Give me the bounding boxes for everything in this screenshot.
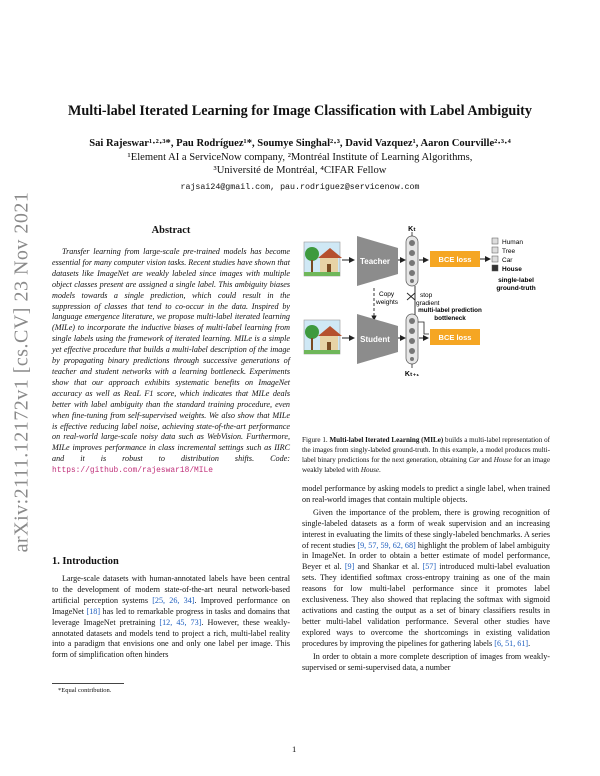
right-paragraph-3: In order to obtain a more complete description of images from weakly-supervised or semi-supervised data, a number — [302, 651, 550, 672]
caption-text: . — [379, 466, 381, 474]
label-house: House — [502, 266, 522, 273]
abstract-text: Transfer learning from large-scale pre-trained models has become essential for many computer vision tasks. Recent studies have shown that datasets like ImageNet are weakly labeled since images with multiple object classes present are assigned a single label. This ambiguity biases models towards a single prediction, which could result in the suppression of classes that tend to co-occur in the data. Inspired by language emergence literature, we propose multi-label iterated learning (MILe) to incorporate the inductive biases of multi-label learning from single labels using the framework of iterated learning. MILe is a simple yet effective procedure that builds a multi-label description of the image by propagating binary predictions through successive generations of teacher and student networks with a learning bottleneck. Experiments show that our approach exhibits systematic benefits on ImageNet accuracy as well as ReaL F1 score, which indicates that MILe deals better with label ambiguity than the standard training procedure, even when fine-tuning from self-supervised weights. We also show that MILe is effective reducing label noise, achieving state-of-the-art performance on real-world large-scale noisy data such as WebVision. Furthermore, MILe improves performance in class incremental settings such as IIRC and it is robust to distribution shifts. — [52, 247, 290, 464]
citation-link[interactable]: [25, 26, 34] — [152, 595, 195, 605]
caption-em: Car — [468, 456, 480, 464]
latent-vector-bottom — [406, 314, 418, 364]
code-label: Code: — [270, 454, 290, 464]
author-names: Sai Rajeswar¹·²·³*, Pau Rodríguez¹*, Soumye Singhal²·³, David Vazquez¹, Aaron Courville²·³·⁴ — [89, 138, 511, 149]
citation-link[interactable]: [57] — [422, 562, 437, 572]
copy-text: Copy — [379, 291, 395, 298]
intro-text: . Improved performance on ImageNet — [52, 595, 290, 616]
arxiv-identifier — [8, 192, 36, 552]
kt-label: Kₜ — [408, 226, 416, 233]
latent-vector-top — [406, 236, 418, 286]
citation-link[interactable]: [12, 45, 73] — [159, 617, 202, 627]
paper-title: Multi-label Iterated Learning for Image Classification with Label Ambiguity — [68, 103, 532, 119]
affiliations-line1: ¹Element AI a ServiceNow company, ²Montréal Institute of Learning Algorithms, — [127, 151, 473, 163]
kt1-label: Kₜ₊₁ — [404, 371, 420, 378]
teacher-label: Teacher — [359, 257, 391, 266]
body-text: and Shankar et al. — [354, 562, 423, 572]
caption-label: Figure 1. — [302, 436, 328, 444]
introduction-paragraph — [52, 574, 290, 661]
bce-loss-box-top — [430, 251, 480, 267]
label-car: Car — [502, 257, 513, 264]
figure-1-svg — [302, 222, 550, 434]
bce-loss-label: BCE loss — [438, 255, 472, 264]
ground-truth-text: ground-truth — [496, 285, 536, 292]
citation-link[interactable]: [18] — [86, 606, 101, 616]
house-image-bottom — [304, 320, 342, 354]
author-emails: rajsai24@gmail.com, pau.rodriguez@servicenow.com — [180, 183, 420, 192]
intro-text: has led to remarkable progress in tasks and domains that leverage ImageNet pretraining — [52, 606, 290, 627]
intro-text: . However, these weakly-annotated datasets and models tend to project a rich, multi-label reality into a paradigm that envisions one and only one label per image. This form of simplification often hinders — [52, 617, 290, 660]
affiliations-line2: ³Université de Montréal, ⁴CIFAR Fellow — [213, 165, 387, 176]
code-link[interactable]: https://github.com/rajeswar18/MILe — [52, 466, 213, 476]
student-network — [357, 314, 398, 364]
caption-em: House — [360, 466, 380, 474]
page-number: 1 — [292, 744, 297, 754]
footnote-rule — [52, 683, 124, 684]
arxiv-identifier-text: arXiv:2111.12172v1 [cs.CV] 23 Nov 2021 — [10, 191, 33, 553]
right-paragraph-2 — [302, 508, 550, 650]
weights-text: weights — [376, 299, 399, 306]
intro-text: Large-scale datasets with human-annotated labels have been central to the development of modern state-of-the-art neural network-based artificial perception systems — [52, 574, 290, 605]
ground-truth-labels — [492, 238, 523, 273]
body-text: . — [528, 638, 531, 648]
figure-1-diagram — [302, 222, 550, 434]
single-label-text: single-label — [498, 277, 534, 284]
section-heading-introduction: 1. Introduction — [52, 556, 119, 567]
caption-em: House — [493, 456, 512, 464]
abstract-body — [52, 247, 290, 477]
label-tree: Tree — [502, 248, 516, 255]
student-label: Student — [360, 335, 390, 344]
citation-link[interactable]: [9, 57, 59, 62, 68] — [357, 540, 416, 550]
stop-text: stop — [420, 292, 433, 299]
citation-link[interactable]: [6, 51, 61] — [494, 638, 529, 648]
mlp-text-1: multi-label prediction — [418, 307, 482, 314]
right-column-text — [302, 484, 550, 675]
footnote: *Equal contribution. — [58, 687, 112, 694]
caption-text: and — [479, 456, 494, 464]
gradient-text: gradient — [416, 300, 440, 307]
citation-link[interactable]: [9] — [344, 562, 355, 572]
author-block — [40, 137, 560, 178]
right-paragraph-1: model performance by asking models to predict a single label, when trained on real-world images that contain multiple objects. — [302, 484, 550, 504]
caption-bold: Multi-label Iterated Learning (MILe) — [329, 436, 444, 444]
mlp-text-2: bottleneck — [434, 315, 466, 322]
abstract-heading: Abstract — [151, 225, 191, 236]
body-text: highlight the problem of label ambiguity in ImageNet. In order to obtain a better estimate of model performance, Beyer et al. — [302, 540, 550, 572]
label-human: Human — [502, 239, 523, 246]
house-image-top — [304, 242, 342, 276]
bce-loss-label: BCE loss — [438, 333, 472, 342]
teacher-network — [357, 236, 398, 286]
caption-text: for an image weakly labeled with — [302, 456, 550, 474]
figure-1-caption — [302, 435, 550, 475]
body-text: introduced multi-label evaluation sets. They identified softmax cross-entropy training as one of the main reasons for low multi-label performance since it promotes label exclusiveness. They also showed that replacing the softmax with sigmoid activations and casting the output as a set of binary classifiers results in better multi-label validation performance. Several other studies have explored ways to overcome the shortcomings in existing validation procedures by improving the pipelines for gathering labels — [302, 562, 550, 648]
bce-loss-box-bottom — [430, 329, 480, 345]
caption-text: builds a multi-label representation of the images from singly-labeled ground-truth. In this example, a model produces multi-label binary predictions for the next generation, obtaining — [302, 436, 550, 464]
body-text: Given the importance of the problem, there is growing recognition of single-labeled datasets as a form of weak supervision and an increasing interest in evaluating the limits of these singly-labeled benchmarks. A series of recent studies — [302, 507, 550, 550]
